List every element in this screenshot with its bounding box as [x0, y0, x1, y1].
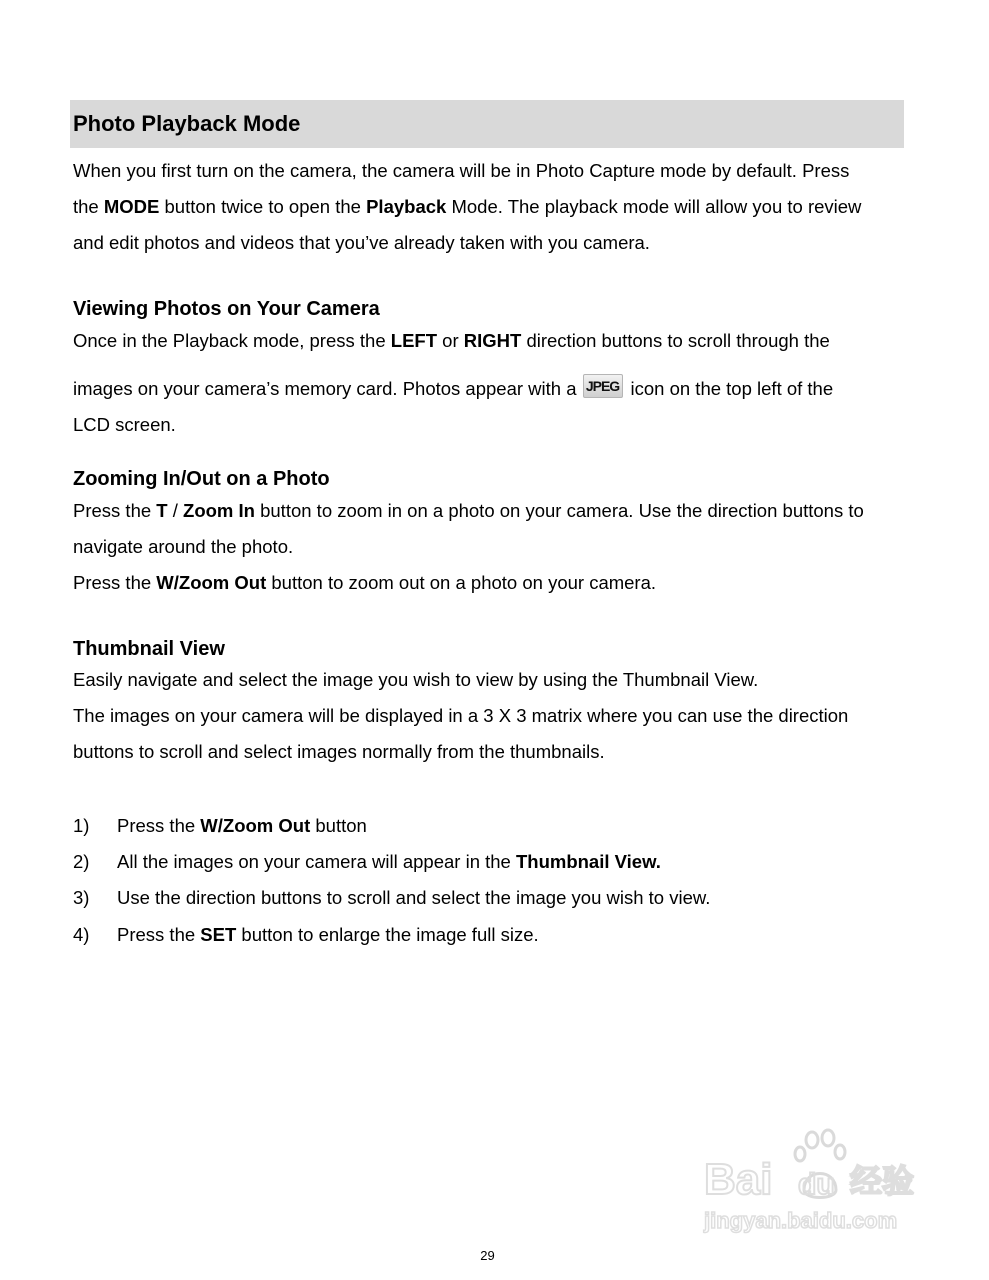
heading-viewing-photos: Viewing Photos on Your Camera	[73, 298, 380, 320]
zooming-line-3: Press the W/Zoom Out button to zoom out on a photo on your camera.	[73, 572, 657, 593]
intro-line-3: and edit photos and videos that you’ve already taken with you camera.	[73, 232, 650, 253]
zooming-line-1: Press the T / Zoom In button to zoom in on a photo on your camera. Use the direction buttons to	[73, 500, 864, 521]
document-page: Photo Playback Mode When you first turn on the camera, the camera will be in Photo Capture mode by default. Press the MODE button twice to open the Playback Mode. The playback mode will allow you to review and edit photos and videos that you’ve already taken with you camera. Viewing Photos on Your Camera Once in the Playback mode, press the LEFT or RIGHT direction buttons to scroll through the images on your camera’s memory card. Photos appear with a JPEG icon on the top left of the LCD screen. Zooming In/Out on a Photo Press the T / Zoom In button to zoom in on a photo on your camera. Use the direction buttons to navigate around the photo. Press the W/Zoom Out button to zoom out on a photo on your camera. Thumbnail View Easily navigate and select the image you wish to view by using the Thumbnail View. The images on your camera will be displayed in a 3 X 3 matrix where you can use the direction buttons to scroll and select images normally from the thumbnails. 1) Press the W/Zoom Out button 2) All the images on your camera will appear in the Thumbnail View. 3) Use the direction buttons to scroll and select the image you wish to view. 4) Press the SET button to enlarge the image full size. Bai du 经验 jingyan.baidu.com 29	[0, 0, 989, 1280]
jpeg-icon: JPEG	[583, 374, 623, 398]
baidu-watermark-logo	[700, 1128, 940, 1238]
heading-zooming: Zooming In/Out on a Photo	[73, 468, 330, 490]
thumbnail-line-3: buttons to scroll and select images normally from the thumbnails.	[73, 741, 605, 762]
svg-text:du: du	[798, 1168, 835, 1201]
viewing-line-1: Once in the Playback mode, press the LEFT or RIGHT direction buttons to scroll through the	[73, 330, 830, 351]
intro-line-1: When you first turn on the camera, the camera will be in Photo Capture mode by default. Press	[73, 160, 850, 181]
heading-thumbnail-view: Thumbnail View	[73, 638, 225, 660]
svg-text:经验: 经验	[850, 1162, 915, 1200]
viewing-line-3: LCD screen.	[73, 414, 176, 435]
page-title: Photo Playback Mode	[73, 111, 301, 136]
zooming-line-2: navigate around the photo.	[73, 536, 294, 557]
svg-text:Bai: Bai	[704, 1155, 773, 1204]
section-title-bar	[70, 100, 904, 148]
page-number: 29	[480, 1248, 495, 1263]
viewing-line-2: images on your camera’s memory card. Photos appear with a JPEG icon on the top left of the	[73, 374, 833, 400]
thumbnail-line-1: Easily navigate and select the image you wish to view by using the Thumbnail View.	[73, 669, 759, 690]
svg-text:jingyan.baidu.com: jingyan.baidu.com	[704, 1208, 898, 1233]
thumbnail-line-2: The images on your camera will be displayed in a 3 X 3 matrix where you can use the direction	[73, 705, 849, 726]
intro-line-2: the MODE button twice to open the Playback Mode. The playback mode will allow you to review	[73, 196, 862, 217]
